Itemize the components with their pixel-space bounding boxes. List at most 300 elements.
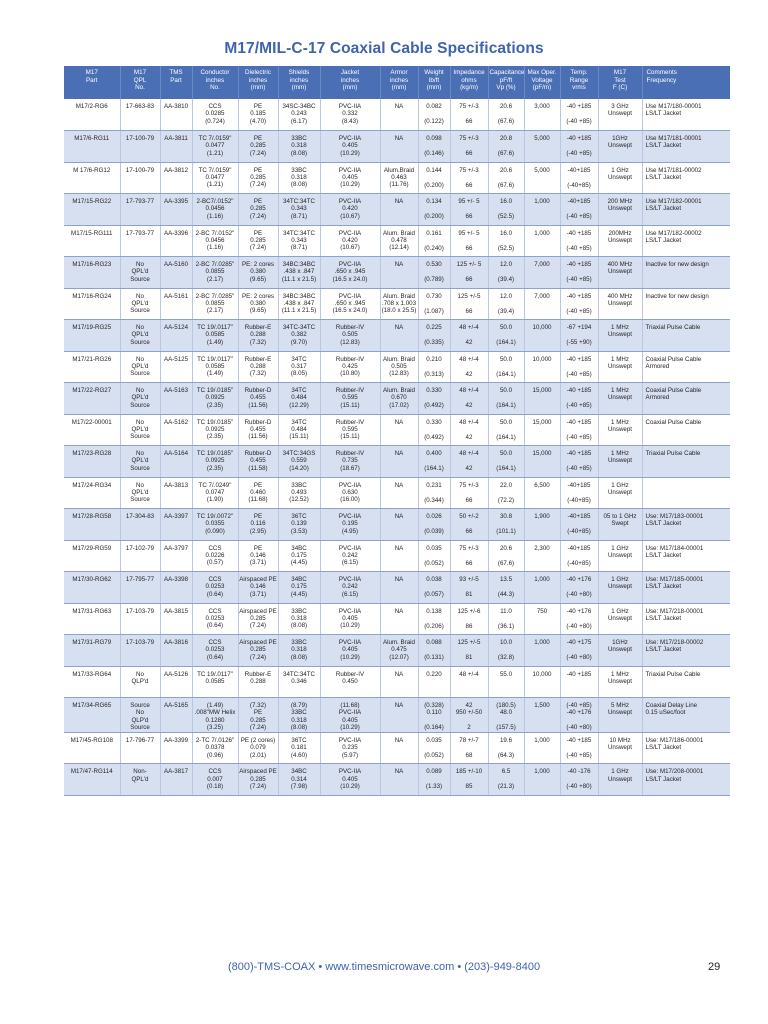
table-cell: 5,000 (524, 162, 560, 194)
table-cell: 75 +/-3 66 (450, 162, 488, 194)
table-cell: Use: M17/183-00001 LS/LT Jacket (642, 509, 730, 541)
table-cell: M17/31-RG63 (64, 603, 120, 635)
table-row (64, 99, 730, 131)
table-cell: Alum.Braid 0.463 (11.76) (380, 162, 418, 194)
table-cell: 1 MHz Unswept (598, 414, 642, 446)
table-cell: Rubber-IV 0.505 (12.83) (320, 320, 380, 352)
table-cell: Coaxial Pulse Cable (642, 414, 730, 446)
table-cell: AA-3812 (160, 162, 192, 194)
table-cell: Rubber-E 0.288 (7.32) (238, 320, 278, 352)
table-cell: 34BC:34BC .438 x .847 (11.1 x 21.5) (278, 288, 320, 320)
column-header: Weight lb/ft (mm) (418, 66, 450, 99)
table-cell: -40+185 (-40+85) (560, 509, 598, 541)
table-cell: CCS 0.0253 (0.64) (192, 603, 238, 635)
table-cell: M17/2-RG6 (64, 99, 120, 131)
table-header-row (64, 66, 730, 99)
table-cell: 16.0 (52.5) (488, 194, 524, 226)
table-cell: 185 +/-10 85 (450, 764, 488, 796)
table-cell: 34TC 0.317 (8.05) (278, 351, 320, 383)
column-header: M17 Test F (C) (598, 66, 642, 99)
table-cell: 1 GHz Unswept (598, 572, 642, 604)
table-cell: Use M17/182-00002 LS/LT Jacket (642, 225, 730, 257)
table-cell: (-40 +85) -40 +176 (-40 +80) (560, 698, 598, 733)
table-cell: NA (380, 446, 418, 478)
table-cell: M17/15-RG111 (64, 225, 120, 257)
table-cell: 15,000 (524, 383, 560, 415)
table-row (64, 603, 730, 635)
column-header: M17 Part (64, 66, 120, 99)
table-cell: 1,000 (524, 572, 560, 604)
table-cell: No QPL'd Source (120, 257, 160, 289)
table-cell: Inactive for new design (642, 257, 730, 289)
table-cell: -40 +185 (-40 +85) (560, 414, 598, 446)
table-cell: PVC-IIA 0.405 (10.29) (320, 635, 380, 667)
table-cell: Triaxial Pulse Cable (642, 666, 730, 698)
table-row (64, 194, 730, 226)
table-cell: NA (380, 698, 418, 733)
table-cell: NA (380, 603, 418, 635)
table-cell: 0.220 (418, 666, 450, 698)
column-header: Dielectric inches (mm) (238, 66, 278, 99)
column-header: Conductor inches No. (192, 66, 238, 99)
table-cell: 2-TC 7/.0126" 0.0378 (0.96) (192, 732, 238, 764)
table-cell: -40 +185 (-40 +85) (560, 131, 598, 163)
table-cell: Rubber-E 0.288 (238, 666, 278, 698)
table-cell: M17/45-RG108 (64, 732, 120, 764)
table-cell: M17/22-00001 (64, 414, 120, 446)
table-cell: M17/16-RG24 (64, 288, 120, 320)
table-cell: 2,300 (524, 540, 560, 572)
table-cell: 1 MHz Unswept (598, 351, 642, 383)
table-cell: -40+185 (-40+85) (560, 540, 598, 572)
table-row (64, 162, 730, 194)
table-cell: Alum. Braid .708 x 1.003 (18.0 x 25.5) (380, 288, 418, 320)
table-cell: 12.0 (39.4) (488, 288, 524, 320)
table-cell: 95 +/- 5 66 (450, 225, 488, 257)
table-cell: PVC-IIA 0.405 (10.29) (320, 131, 380, 163)
table-cell: 0.530 (0.789) (418, 257, 450, 289)
table-cell: Rubber-IV 0.450 (320, 666, 380, 698)
table-cell: PE 0.285 (7.24) (238, 194, 278, 226)
table-cell: AA-5126 (160, 666, 192, 698)
table-cell: 0.330 (0.492) (418, 414, 450, 446)
table-cell: 36TC 0.139 (3.53) (278, 509, 320, 541)
table-row (64, 131, 730, 163)
table-cell: (180.5) 48.0 (157.5) (488, 698, 524, 733)
table-cell: M17/23-RG28 (64, 446, 120, 478)
table-cell: No QPL'd Source (120, 351, 160, 383)
table-cell: Use: M17/208-00001 LS/LT Jacket (642, 764, 730, 796)
table-cell: PVC-IIA 0.405 (10.29) (320, 764, 380, 796)
table-row (64, 414, 730, 446)
table-cell: CCS 0.0253 (0.64) (192, 635, 238, 667)
table-cell: PE 0.146 (3.71) (238, 540, 278, 572)
table-cell: No QLP'd (120, 666, 160, 698)
table-cell: NA (380, 477, 418, 509)
table-cell: TC 7/.0159" 0.0477 (1.21) (192, 162, 238, 194)
table-cell: Airspaced PE 0.146 (3.71) (238, 572, 278, 604)
table-cell: 1 GHz Unswept (598, 162, 642, 194)
table-cell: 1 MHz Unswept (598, 320, 642, 352)
table-cell: 0.400 (164.1) (418, 446, 450, 478)
table-cell: Airspaced PE 0.285 (7.24) (238, 764, 278, 796)
table-cell: Rubber-IV 0.425 (10.80) (320, 351, 380, 383)
table-cell: 0.161 (0.240) (418, 225, 450, 257)
table-cell: 1 MHz Unswept (598, 446, 642, 478)
table-cell: Use: M17/218-00002 LS/LT Jacket (642, 635, 730, 667)
table-cell: 34TC 0.484 (12.29) (278, 383, 320, 415)
table-cell: -40+185 (-40 +85) (560, 194, 598, 226)
table-row (64, 383, 730, 415)
table-cell: Triaxial Pulse Cable (642, 320, 730, 352)
table-cell: 0.088 (0.131) (418, 635, 450, 667)
table-cell: 0.082 (0.122) (418, 99, 450, 131)
table-cell: 10,000 (524, 666, 560, 698)
column-header: Shields inches (mm) (278, 66, 320, 99)
column-header: M17 QPL No. (120, 66, 160, 99)
table-cell: 0.098 (0.146) (418, 131, 450, 163)
table-cell: AA-5163 (160, 383, 192, 415)
table-cell: 7,000 (524, 288, 560, 320)
table-cell: M17/31-RG79 (64, 635, 120, 667)
table-cell: TC 19/.0117" 0.0585 (1.49) (192, 320, 238, 352)
table-cell: AA-3813 (160, 477, 192, 509)
table-cell: 19.6 (64.3) (488, 732, 524, 764)
table-cell: 0.210 (0.313) (418, 351, 450, 383)
table-cell: -40+185 (-40+85) (560, 162, 598, 194)
column-header: TMS Part (160, 66, 192, 99)
table-cell: Use: M17/184-00001 LS/LT Jacket (642, 540, 730, 572)
table-cell: 48 +/-4 42 (450, 351, 488, 383)
column-header: Jacket inches (mm) (320, 66, 380, 99)
table-cell: NA (380, 194, 418, 226)
table-cell: M17/15-RG22 (64, 194, 120, 226)
table-cell: -40+185 (-40+85) (560, 477, 598, 509)
table-cell: 1 MHz Unswept (598, 383, 642, 415)
table-cell: 400 MHz Unswept (598, 257, 642, 289)
table-cell: Use: M17/185-00001 LS/LT Jacket (642, 572, 730, 604)
table-cell: PVC-IIA .650 x .945 (16.5 x 24.0) (320, 288, 380, 320)
table-cell: 48 +/-4 42 (450, 320, 488, 352)
table-cell: (0.328) 0.110 (0.164) (418, 698, 450, 733)
table-cell: 10,000 (524, 320, 560, 352)
table-row (64, 320, 730, 352)
table-cell: M17/29-RG59 (64, 540, 120, 572)
table-cell: 50.0 (164.1) (488, 351, 524, 383)
table-cell: Airspaced PE 0.285 (7.24) (238, 603, 278, 635)
table-cell: 34BC:34BC .438 x .847 (11.1 x 21.5) (278, 257, 320, 289)
table-cell: 3 GHz Unswept (598, 99, 642, 131)
column-header: Impedance ohms (kg/m) (450, 66, 488, 99)
table-cell: 15,000 (524, 446, 560, 478)
table-cell: 0.038 (0.057) (418, 572, 450, 604)
table-cell: M17/6-RG11 (64, 131, 120, 163)
table-cell: No QPL'd Source (120, 477, 160, 509)
table-cell: -40 +175 (-40 +80) (560, 635, 598, 667)
table-cell: TC 19/.0072" 0.0355 (0.090) (192, 509, 238, 541)
table-cell (642, 477, 730, 509)
table-row (64, 635, 730, 667)
table-cell: PE (2 cores) 0.079 (2.01) (238, 732, 278, 764)
table-cell: Use M17/181-00002 LS/LT Jacket (642, 162, 730, 194)
table-cell: 42 950 +/-50 2 (450, 698, 488, 733)
table-cell: M17/30-RG62 (64, 572, 120, 604)
table-cell: 50 +/-2 66 (450, 509, 488, 541)
table-cell: 6,500 (524, 477, 560, 509)
table-cell: 2-BC 7/.0152" 0.0456 (1.16) (192, 225, 238, 257)
table-cell: 17-795-77 (120, 572, 160, 604)
table-cell: AA-3797 (160, 540, 192, 572)
table-cell: 33BC 0.318 (8.08) (278, 162, 320, 194)
table-cell: AA-3395 (160, 194, 192, 226)
table-cell: Rubber-IV 0.595 (15.11) (320, 383, 380, 415)
table-cell: 1,000 (524, 732, 560, 764)
table-cell: AA-5124 (160, 320, 192, 352)
table-cell: NA (380, 764, 418, 796)
table-row (64, 351, 730, 383)
table-cell: 16.0 (52.5) (488, 225, 524, 257)
table-cell: 0.730 (1.087) (418, 288, 450, 320)
table-row (64, 477, 730, 509)
table-cell: CCS 0.0253 (0.64) (192, 572, 238, 604)
table-cell: No QPL'd Source (120, 446, 160, 478)
table-cell: 17-663-83 (120, 99, 160, 131)
table-cell: PVC-IIA 0.420 (10.67) (320, 225, 380, 257)
table-cell: NA (380, 320, 418, 352)
table-cell: PVC-IIA 0.195 (4.95) (320, 509, 380, 541)
table-cell: -40 +185 (-40 +85) (560, 732, 598, 764)
table-cell: PVC-IIA 0.630 (16.00) (320, 477, 380, 509)
table-row (64, 572, 730, 604)
table-cell: 48 +/-4 42 (450, 383, 488, 415)
table-row (64, 698, 730, 733)
table-cell: PE 0.285 (7.24) (238, 225, 278, 257)
table-cell: 17-102-79 (120, 540, 160, 572)
table-cell: PE: 2 cores 0.380 (9.65) (238, 288, 278, 320)
table-cell: 34TC:34TC 0.343 (8.71) (278, 194, 320, 226)
table-cell: AA-5161 (160, 288, 192, 320)
table-cell: -67 +194 (-55 +90) (560, 320, 598, 352)
table-cell: 1GHz Unswept (598, 635, 642, 667)
table-cell: AA-3810 (160, 99, 192, 131)
table-cell: M17/21-RG26 (64, 351, 120, 383)
table-cell: AA-3397 (160, 509, 192, 541)
table-cell: No QPL'd Source (120, 383, 160, 415)
table-cell: 10 MHz Unswept (598, 732, 642, 764)
table-cell: 0.144 (0.200) (418, 162, 450, 194)
table-cell: CCS 0.007 (0.18) (192, 764, 238, 796)
table-cell: M17/28-RG58 (64, 509, 120, 541)
table-cell: 3,000 (524, 99, 560, 131)
table-cell: AA-3811 (160, 131, 192, 163)
table-cell: No QPL'd Source (120, 288, 160, 320)
table-cell: 0.035 (0.052) (418, 732, 450, 764)
table-cell: NA (380, 540, 418, 572)
table-cell: NA (380, 414, 418, 446)
table-cell: 1 GHz Unswept (598, 764, 642, 796)
table-cell: Rubber-E 0.288 (7.32) (238, 351, 278, 383)
table-cell: 17-100-79 (120, 131, 160, 163)
table-cell: PVC-IIA 0.405 (10.29) (320, 603, 380, 635)
table-cell: 36TC 0.181 (4.60) (278, 732, 320, 764)
table-cell: Use: M17/186-00001 LS/LT Jacket (642, 732, 730, 764)
table-cell: TC 19/.0117" 0.0585 (1.49) (192, 351, 238, 383)
table-cell: NA (380, 732, 418, 764)
table-cell: 10.0 (32.8) (488, 635, 524, 667)
table-cell: 2-BC7/.0152" 0.0456 (1.16) (192, 194, 238, 226)
table-cell: 12.0 (39.4) (488, 257, 524, 289)
table-cell: (7.32) PE 0.285 (7.24) (238, 698, 278, 733)
table-cell: Use M17/180-00001 LS/LT Jacket (642, 99, 730, 131)
table-cell: 125 +/-5 81 (450, 635, 488, 667)
table-cell: 20.6 (67.6) (488, 162, 524, 194)
table-row (64, 540, 730, 572)
table-cell: 7,000 (524, 257, 560, 289)
table-cell: PE: 2 cores 0.380 (9.65) (238, 257, 278, 289)
page-title: M17/MIL-C-17 Coaxial Cable Specifications (224, 40, 544, 57)
table-row (64, 764, 730, 796)
table-cell: AA-3817 (160, 764, 192, 796)
table-cell: 2-BC 7/.0285" 0.0855 (2.17) (192, 288, 238, 320)
table-cell: 15,000 (524, 414, 560, 446)
table-cell: 34TC-34TC 0.382 (9.70) (278, 320, 320, 352)
table-cell: 0.330 (0.492) (418, 383, 450, 415)
table-cell: -40 +185 (-40 +85) (560, 288, 598, 320)
table-cell: 125 +/-5 66 (450, 288, 488, 320)
table-cell: 11.0 (36.1) (488, 603, 524, 635)
table-cell: 17-103-79 (120, 603, 160, 635)
table-cell: Source No QLP'd Source (120, 698, 160, 733)
table-cell: -40 +185 (-40 +85) (560, 257, 598, 289)
table-cell: Alum. Braid 0.478 (12.14) (380, 225, 418, 257)
table-cell: 1 GHz Unswept (598, 603, 642, 635)
table-cell: (11.68) PVC-IIA 0.405 (10.29) (320, 698, 380, 733)
table-cell: 0.225 (0.335) (418, 320, 450, 352)
table-cell: M17/24-RG34 (64, 477, 120, 509)
table-cell: 17-793-77 (120, 194, 160, 226)
coax-spec-table (64, 66, 730, 796)
table-cell: 1,000 (524, 764, 560, 796)
table-cell: AA-3816 (160, 635, 192, 667)
table-cell: Rubber-IV 0.735 (18.67) (320, 446, 380, 478)
table-cell: PE 0.116 (2.95) (238, 509, 278, 541)
table-cell: 48 +/-4 42 (450, 414, 488, 446)
table-cell: Alum. Braid 0.475 (12.07) (380, 635, 418, 667)
column-header: Comments Frequency (642, 66, 730, 99)
table-cell: 6.5 (21.3) (488, 764, 524, 796)
table-cell: 48 +/-4 42 (450, 446, 488, 478)
table-cell: No QPL'd Source (120, 320, 160, 352)
table-cell: 20.8 (67.6) (488, 131, 524, 163)
table-cell: 33BC 0.318 (8.08) (278, 131, 320, 163)
table-cell: 17-793-77 (120, 225, 160, 257)
table-cell: PVC-IIA 0.235 (5.97) (320, 732, 380, 764)
table-cell: PE 0.185 (4.70) (238, 99, 278, 131)
column-header: Armor inches (mm) (380, 66, 418, 99)
table-cell: AA-5162 (160, 414, 192, 446)
table-cell: 1 MHz Unswept (598, 666, 642, 698)
table-cell: -40 +176 (-40 +80) (560, 603, 598, 635)
table-cell: 1 GHz Unswept (598, 477, 642, 509)
table-cell: 125 +/- 5 66 (450, 257, 488, 289)
table-cell: 50.0 (164.1) (488, 446, 524, 478)
column-header: Temp. Range vrms (560, 66, 598, 99)
column-header: Capacitance pF/ft Vp (%) (488, 66, 524, 99)
table-cell: M17/33-RG64 (64, 666, 120, 698)
table-cell: 1 GHz Unswept (598, 540, 642, 572)
table-cell: 200 MHz Unswept (598, 194, 642, 226)
table-cell: M17/16-RG23 (64, 257, 120, 289)
footer-contact: (800)-TMS-COAX • www.timesmicrowave.com • (203)-949-8400 (227, 961, 541, 973)
table-cell: TC 7/.0249" 0.0747 (1.90) (192, 477, 238, 509)
table-cell: AA-5125 (160, 351, 192, 383)
table-cell: 75 +/-3 66 (450, 477, 488, 509)
table-cell: 1,900 (524, 509, 560, 541)
table-cell: 55.0 (488, 666, 524, 698)
table-cell: PE 0.460 (11.68) (238, 477, 278, 509)
table-cell: 22.0 (72.2) (488, 477, 524, 509)
table-cell: PVC-IIA 0.332 (8.43) (320, 99, 380, 131)
table-cell: -40 +185 (560, 666, 598, 698)
table-cell: Use: M17/218-00001 LS/LT Jacket (642, 603, 730, 635)
table-cell: PVC-IIA 0.405 (10.29) (320, 162, 380, 194)
table-cell: NA (380, 99, 418, 131)
table-cell: PE 0.285 (7.24) (238, 131, 278, 163)
table-cell: PVC-IIA 0.242 (6.15) (320, 540, 380, 572)
table-cell: 34BC 0.175 (4.45) (278, 572, 320, 604)
table-cell: 34TC:34GS 0.559 (14.20) (278, 446, 320, 478)
table-cell: M17/34-RG65 (64, 698, 120, 733)
table-cell: 20.6 (67.6) (488, 540, 524, 572)
table-cell: -40 +185 (-40 +85) (560, 446, 598, 478)
table-cell: 1GHz Unswept (598, 131, 642, 163)
table-cell: CCS 0.0226 (0.57) (192, 540, 238, 572)
table-cell: Non- QPL'd (120, 764, 160, 796)
table-cell: PVC-IIA .650 x .945 (16.5 x 24.0) (320, 257, 380, 289)
table-cell: Coaxial Pulse Cable Armored (642, 351, 730, 383)
table-cell: -40 +185 (-40 +85) (560, 383, 598, 415)
table-cell: Coaxial Delay Line 0.15 uSec/foot (642, 698, 730, 733)
table-row (64, 446, 730, 478)
table-cell: 93 +/-5 81 (450, 572, 488, 604)
table-cell: Rubber-IV 0.595 (15.11) (320, 414, 380, 446)
table-cell: NA (380, 572, 418, 604)
table-cell: M 17/6-RG12 (64, 162, 120, 194)
table-cell: CCS 0.0285 (0.724) (192, 99, 238, 131)
table-cell: Use M17/182-00001 LS/LT Jacket (642, 194, 730, 226)
table-cell: AA-5160 (160, 257, 192, 289)
table-cell: -40 -176 (-40 +80) (560, 764, 598, 796)
table-cell: AA-3396 (160, 225, 192, 257)
table-cell: 1,000 (524, 225, 560, 257)
table-cell: (1.49) .008"MW Helix 0.1280 (3.25) (192, 698, 238, 733)
table-cell: Alum. Braid 0.505 (12.83) (380, 351, 418, 383)
table-cell: 34SC-34BC 0.243 (6.17) (278, 99, 320, 131)
table-cell: 1,500 (524, 698, 560, 733)
table-cell: 50.0 (164.1) (488, 383, 524, 415)
page-number: 29 (708, 961, 721, 973)
table-cell: NA (380, 257, 418, 289)
table-cell: AA-5165 (160, 698, 192, 733)
table-cell: 17-304-83 (120, 509, 160, 541)
table-cell: 34TC:34TC 0.343 (8.71) (278, 225, 320, 257)
table-cell: M17/47-RG114 (64, 764, 120, 796)
table-cell: M17/19-RG25 (64, 320, 120, 352)
table-cell: 17-796-77 (120, 732, 160, 764)
table-row (64, 732, 730, 764)
table-cell: -40 +176 (-40 +80) (560, 572, 598, 604)
table-row (64, 666, 730, 698)
